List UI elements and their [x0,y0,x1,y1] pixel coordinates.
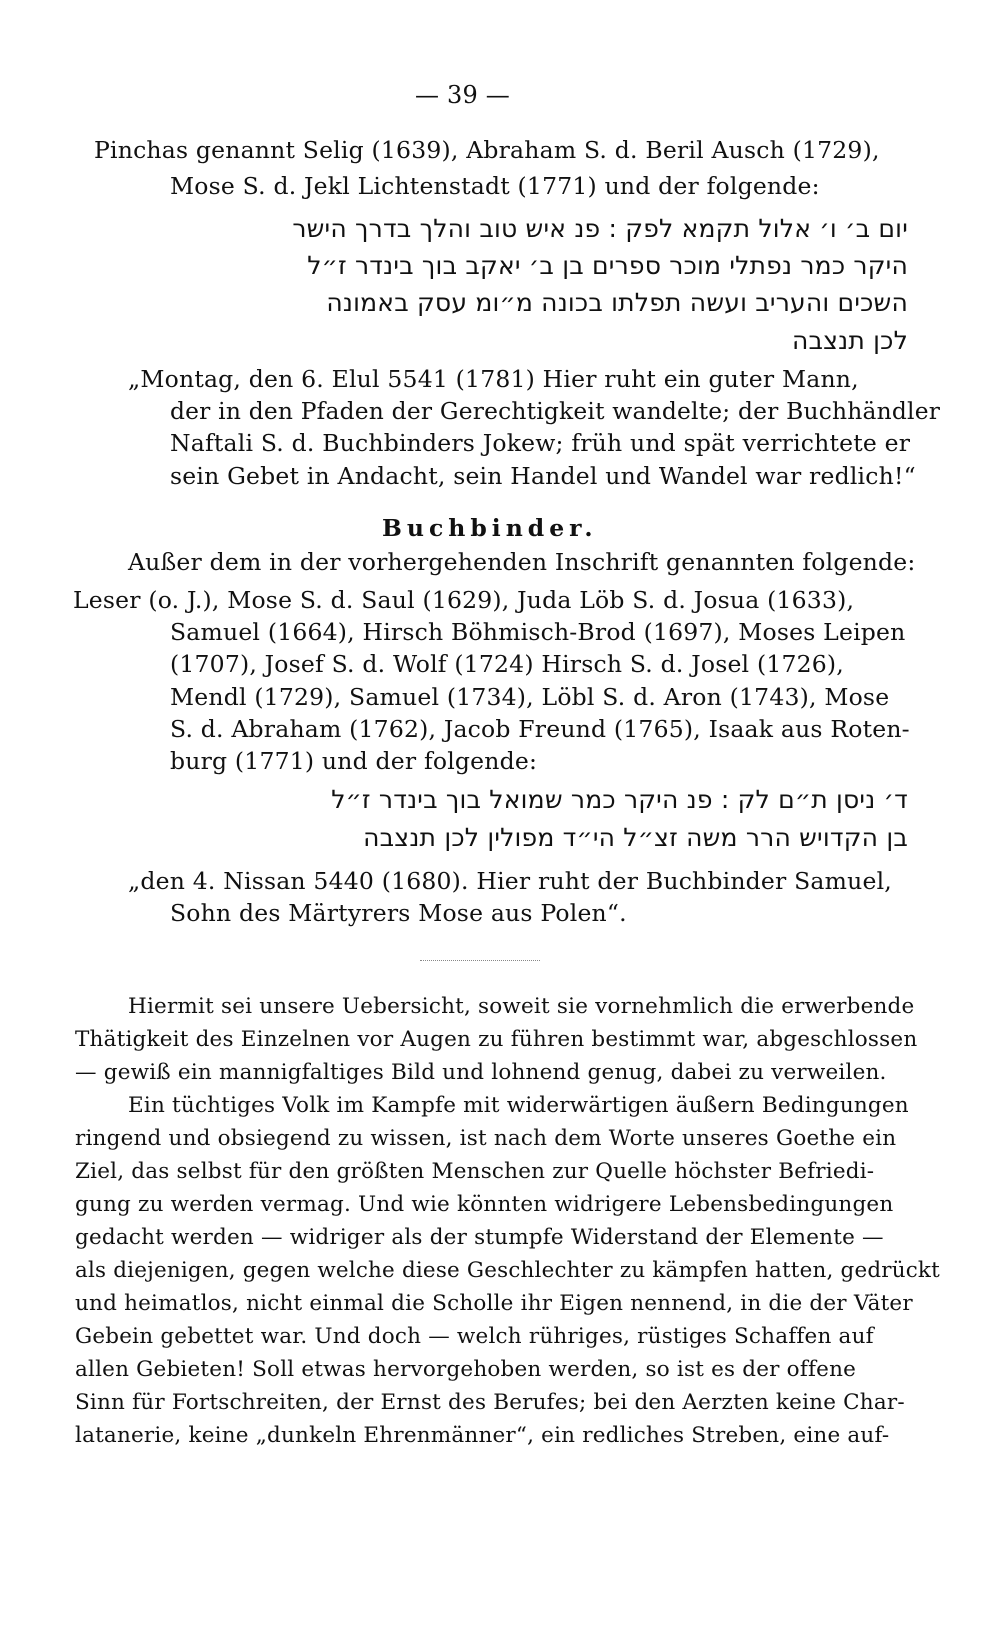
text-line: (1707), Josef S. d. Wolf (1724) Hirsch S. d. Josel (1726), [170,650,844,678]
hebrew-inscription-line: בן הקדויש הרר משה זצ״ל הי״ד מפולין לכן תנצבה [363,823,908,852]
text-line: Außer dem in der vorhergehenden Inschrift genannten folgende: [128,548,916,576]
text-line: S. d. Abraham (1762), Jacob Freund (1765), Isaak aus Roten- [170,715,910,743]
paragraph-line: gung zu werden vermag. Und wie könnten widrigere Lebensbedingungen [75,1192,894,1217]
paragraph-line: Gebein gebettet war. Und doch — welch rühriges, rüstiges Schaffen auf [75,1324,874,1349]
text-line: Leser (o. J.), Mose S. d. Saul (1629), Juda Löb S. d. Josua (1633), [73,586,855,614]
translation-line: „Montag, den 6. Elul 5541 (1781) Hier ruht ein guter Mann, [128,365,859,393]
translation-line: Naftali S. d. Buchbinders Jokew; früh und spät verrichtete er [170,429,911,457]
section-heading: Buchbinder. [382,514,598,542]
paragraph-line: Sinn für Fortschreiten, der Ernst des Berufes; bei den Aerzten keine Char- [75,1390,905,1415]
paragraph-line: Thätigkeit des Einzelnen vor Augen zu führen bestimmt war, abgeschlossen [75,1027,918,1052]
paragraph-line: ringend und obsiegend zu wissen, ist nach dem Worte unseres Goethe ein [75,1126,897,1151]
text-line: burg (1771) und der folgende: [170,747,538,775]
text-line: Pinchas genannt Selig (1639), Abraham S. d. Beril Ausch (1729), [94,136,880,164]
paragraph-line: latanerie, keine „dunkeln Ehrenmänner“, ein redliches Streben, eine auf- [75,1423,890,1448]
section-divider [420,960,540,961]
paragraph-line: Hiermit sei unsere Uebersicht, soweit sie vornehmlich die erwerbende [128,994,915,1019]
translation-line: „den 4. Nissan 5440 (1680). Hier ruht der Buchbinder Samuel, [128,867,892,895]
paragraph-line: Ein tüchtiges Volk im Kampfe mit widerwärtigen äußern Bedingungen [128,1093,909,1118]
translation-line: sein Gebet in Andacht, sein Handel und Wandel war redlich!“ [170,462,916,490]
text-line: Mose S. d. Jekl Lichtenstadt (1771) und der folgende: [170,172,820,200]
hebrew-inscription-line: לכן תנצבה [791,326,908,355]
paragraph-line: — gewiß ein mannigfaltiges Bild und lohnend genug, dabei zu verweilen. [75,1060,887,1085]
translation-line: der in den Pfaden der Gerechtigkeit wandelte; der Buchhändler [170,397,941,425]
paragraph-line: Ziel, das selbst für den größten Menschen zur Quelle höchster Befriedi- [75,1159,875,1184]
paragraph-line: allen Gebieten! Soll etwas hervorgehoben werden, so ist es der offene [75,1357,857,1382]
hebrew-inscription-line: השכים והעריב ועשה תפלתו בכונה מ״ומ עסק באמונה [326,288,908,317]
hebrew-inscription-line: יום ב׳ ו׳ אלול תקמא לפק : פנ איש טוב והלך בדרך הישר [292,214,908,243]
hebrew-inscription-line: היקר כמר נפתלי מוכר ספרים בן ב׳ יאקב בוך בינדר ז״ל [307,251,908,280]
paragraph-line: und heimatlos, nicht einmal die Scholle ihr Eigen nennend, in die der Väter [75,1291,913,1316]
text-line: Samuel (1664), Hirsch Böhmisch-Brod (1697), Moses Leipen [170,618,906,646]
paragraph-line: als diejenigen, gegen welche diese Geschlechter zu kämpfen hatten, gedrückt [75,1258,940,1283]
hebrew-inscription-line: ד׳ ניסן ת״ם לק : פנ היקר כמר שמואל בוך בינדר ז״ל [331,785,908,814]
page-number: — 39 — [415,81,510,109]
text-line: Mendl (1729), Samuel (1734), Löbl S. d. Aron (1743), Mose [170,683,890,711]
paragraph-line: gedacht werden — widriger als der stumpfe Widerstand der Elemente — [75,1225,884,1250]
translation-line: Sohn des Märtyrers Mose aus Polen“. [170,899,627,927]
